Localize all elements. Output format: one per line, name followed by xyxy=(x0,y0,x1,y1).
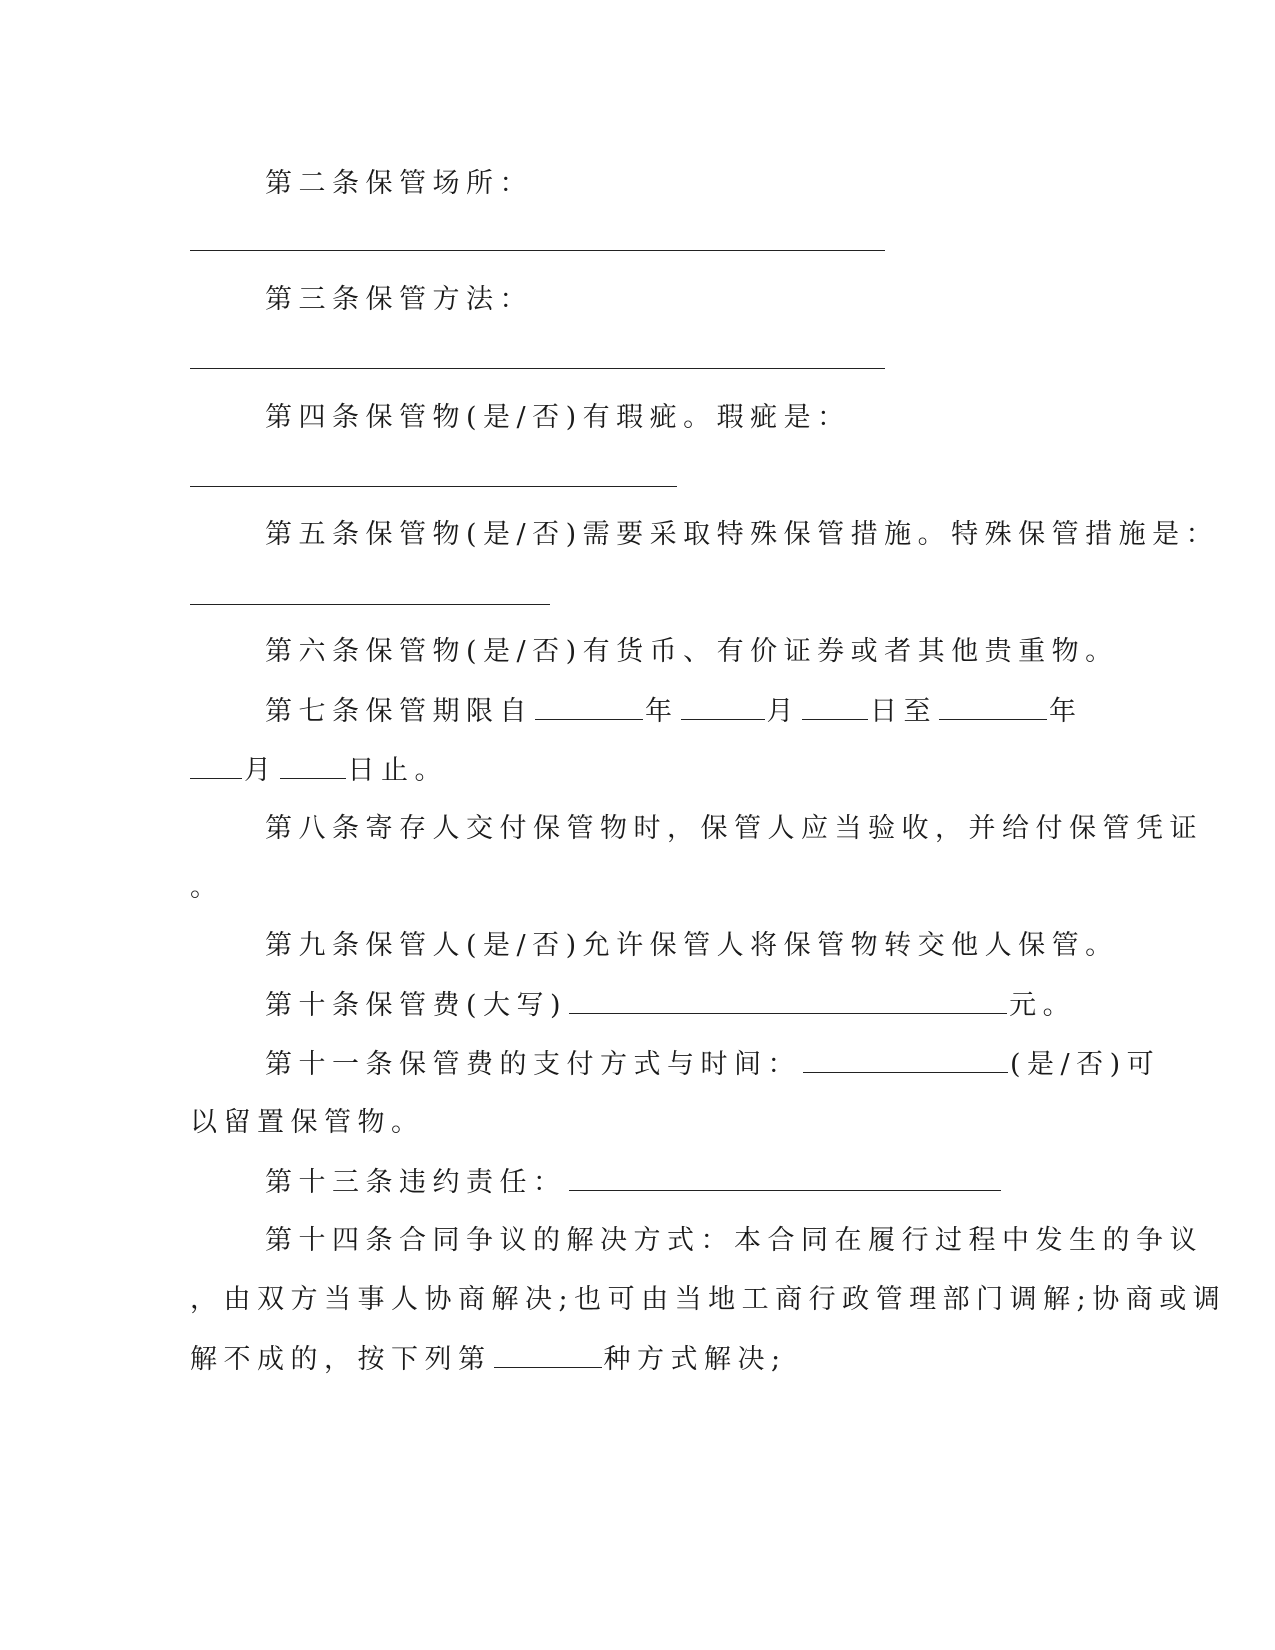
article-7-cont xyxy=(190,752,448,789)
day-to-label: 日至 xyxy=(870,696,937,727)
article-14-cont xyxy=(190,1282,1226,1318)
month-label: 月 xyxy=(244,755,278,786)
article-6-text: 第六条保管物(是/否)有货币、有价证券或者其他贵重物。 xyxy=(265,636,1119,667)
end-month-blank[interactable] xyxy=(190,752,242,779)
article-3-text: 第三条保管方法： xyxy=(265,284,533,315)
day-end-label: 日止。 xyxy=(347,755,448,786)
article-5-blank[interactable] xyxy=(190,604,550,605)
article-11-option: (是/否)可 xyxy=(1010,1049,1161,1080)
article-13-text: 第十三条违约责任： xyxy=(265,1167,567,1198)
month-label: 月 xyxy=(766,696,800,727)
article-3-blank[interactable] xyxy=(190,368,885,369)
article-11-text: 第十一条保管费的支付方式与时间： xyxy=(265,1049,801,1080)
payment-method-blank[interactable] xyxy=(803,1046,1008,1073)
article-2-blank[interactable] xyxy=(190,250,885,251)
year-label: 年 xyxy=(645,696,679,727)
fee-amount-blank[interactable] xyxy=(569,987,1007,1014)
dispute-method-blank[interactable] xyxy=(494,1341,602,1368)
article-11-cont xyxy=(190,1105,425,1141)
start-day-blank[interactable] xyxy=(802,693,868,720)
start-year-blank[interactable] xyxy=(535,693,643,720)
article-8 xyxy=(265,811,1203,847)
article-10-text: 第十条保管费(大写) xyxy=(265,990,568,1021)
article-14-line2: ，由双方当事人协商解决;也可由当地工商行政管理部门调解;协商或调 xyxy=(190,1284,1227,1315)
article-8-cont xyxy=(190,870,224,906)
article-14-line3: 解不成的，按下列第 xyxy=(190,1344,492,1375)
article-6 xyxy=(265,634,1119,670)
currency-label: 元。 xyxy=(1009,990,1077,1021)
article-9 xyxy=(265,928,1119,964)
article-14-cont2 xyxy=(190,1341,787,1378)
article-7-text: 第七条保管期限自 xyxy=(265,696,533,727)
article-4-text: 第四条保管物(是/否)有瑕疵。瑕疵是： xyxy=(265,402,851,433)
start-month-blank[interactable] xyxy=(681,693,765,720)
article-5 xyxy=(265,517,1219,553)
article-14-line3-tail: 种方式解决; xyxy=(603,1344,787,1375)
article-5-text: 第五条保管物(是/否)需要采取特殊保管措施。特殊保管措施是： xyxy=(265,519,1220,550)
article-8-text: 第八条寄存人交付保管物时，保管人应当验收，并给付保管凭证 xyxy=(265,813,1203,844)
article-11 xyxy=(265,1046,1160,1083)
article-2-text: 第二条保管场所： xyxy=(265,168,533,199)
article-2 xyxy=(265,166,533,202)
article-4 xyxy=(265,400,851,436)
article-11-tail: 以留置保管物。 xyxy=(190,1107,425,1138)
liability-blank[interactable] xyxy=(569,1164,1001,1191)
article-3 xyxy=(265,282,533,318)
article-7 xyxy=(265,693,1083,730)
article-14-line1: 第十四条合同争议的解决方式：本合同在履行过程中发生的争议 xyxy=(265,1225,1203,1256)
article-13 xyxy=(265,1164,1003,1201)
article-9-text: 第九条保管人(是/否)允许保管人将保管物转交他人保管。 xyxy=(265,930,1119,961)
year-label: 年 xyxy=(1049,696,1083,727)
article-10 xyxy=(265,987,1076,1024)
article-4-blank[interactable] xyxy=(190,486,677,487)
article-14 xyxy=(265,1223,1203,1259)
end-year-blank[interactable] xyxy=(939,693,1047,720)
article-8-tail: 。 xyxy=(190,872,224,903)
end-day-blank[interactable] xyxy=(280,752,346,779)
